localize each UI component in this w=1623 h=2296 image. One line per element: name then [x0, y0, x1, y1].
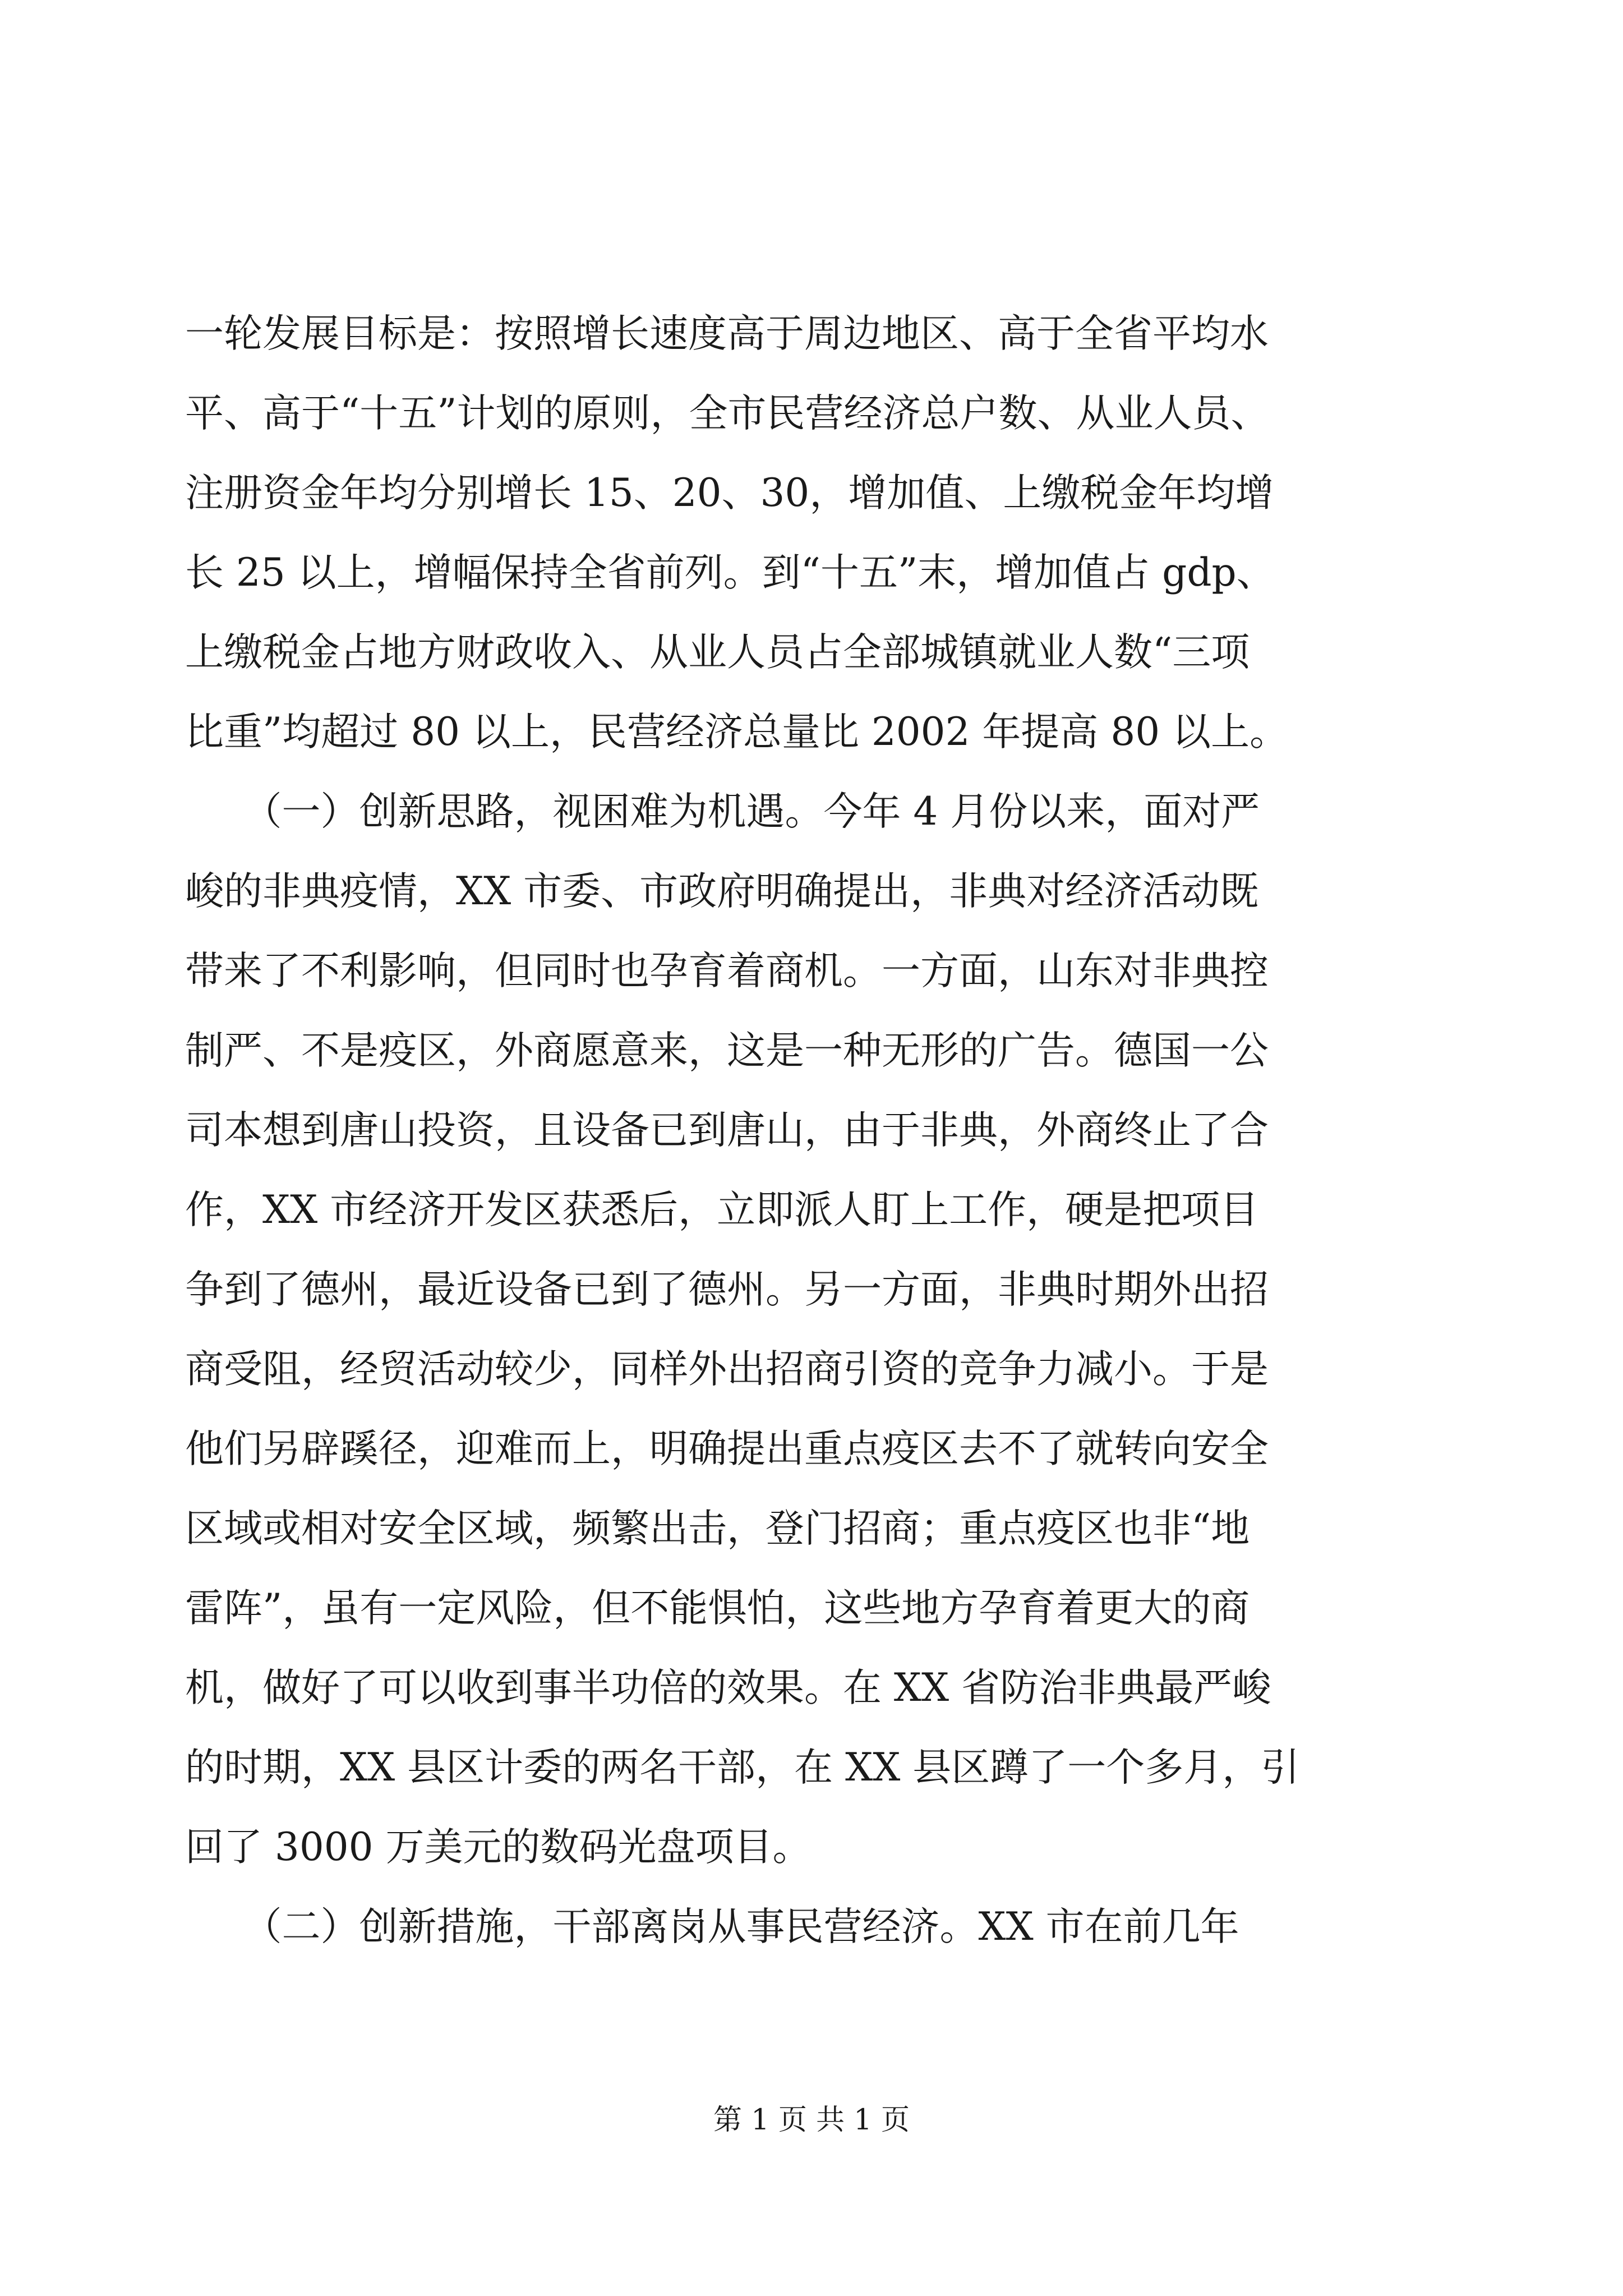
text-line: 商受阻，经贸活动较少，同样外出招商引资的竞争力减小。于是: [185, 1347, 1269, 1392]
text-line: 一轮发展目标是：按照增长速度高于周边地区、高于全省平均水: [185, 311, 1269, 356]
text-line: 雷阵”，虽有一定风险，但不能惧怕，这些地方孕育着更大的商: [185, 1586, 1250, 1631]
text-line: 注册资金年均分别增长 15、20、30，增加值、上缴税金年均增: [185, 471, 1274, 516]
page-number-footer: 第 1 页 共 1 页: [713, 2104, 910, 2137]
text-line: 带来了不利影响，但同时也孕育着商机。一方面，山东对非典控: [185, 949, 1269, 993]
text-line: 峻的非典疫情，XX 市委、市政府明确提出，非典对经济活动既: [185, 869, 1259, 914]
text-line: 他们另辟蹊径，迎难而上，明确提出重点疫区去不了就转向安全: [185, 1427, 1269, 1471]
text-line: 司本想到唐山投资，且设备已到唐山，由于非典，外商终止了合: [185, 1108, 1269, 1153]
text-line: 争到了德州，最近设备已到了德州。另一方面，非典时期外出招: [185, 1267, 1269, 1312]
text-line: 的时期，XX 县区计委的两名干部，在 XX 县区蹲了一个多月，引: [185, 1745, 1300, 1790]
text-line: 回了 3000 万美元的数码光盘项目。: [185, 1825, 811, 1870]
text-line: 平、高于“十五”计划的原则，全市民营经济总户数、从业人员、: [185, 391, 1270, 436]
text-line: 长 25 以上，增幅保持全省前列。到“十五”末，增加值占 gdp、: [185, 550, 1275, 595]
text-line: 机，做好了可以收到事半功倍的效果。在 XX 省防治非典最严峻: [185, 1665, 1271, 1710]
text-line: 比重”均超过 80 以上，民营经济总量比 2002 年提高 80 以上。: [185, 710, 1289, 754]
text-line: （一）创新思路，视困难为机遇。今年 4 月份以来，面对严: [185, 789, 1260, 834]
text-line: 作，XX 市经济开发区获悉后，立即派人盯上工作，硬是把项目: [185, 1188, 1259, 1232]
text-line: 上缴税金占地方财政收入、从业人员占全部城镇就业人数“三项: [185, 630, 1250, 675]
text-line: 制严、不是疫区，外商愿意来，这是一种无形的广告。德国一公: [185, 1028, 1269, 1073]
text-line: 区域或相对安全区域，频繁出击，登门招商；重点疫区也非“地: [185, 1506, 1250, 1551]
text-line: （二）创新措施，干部离岗从事民营经济。XX 市在前几年: [185, 1904, 1239, 1949]
